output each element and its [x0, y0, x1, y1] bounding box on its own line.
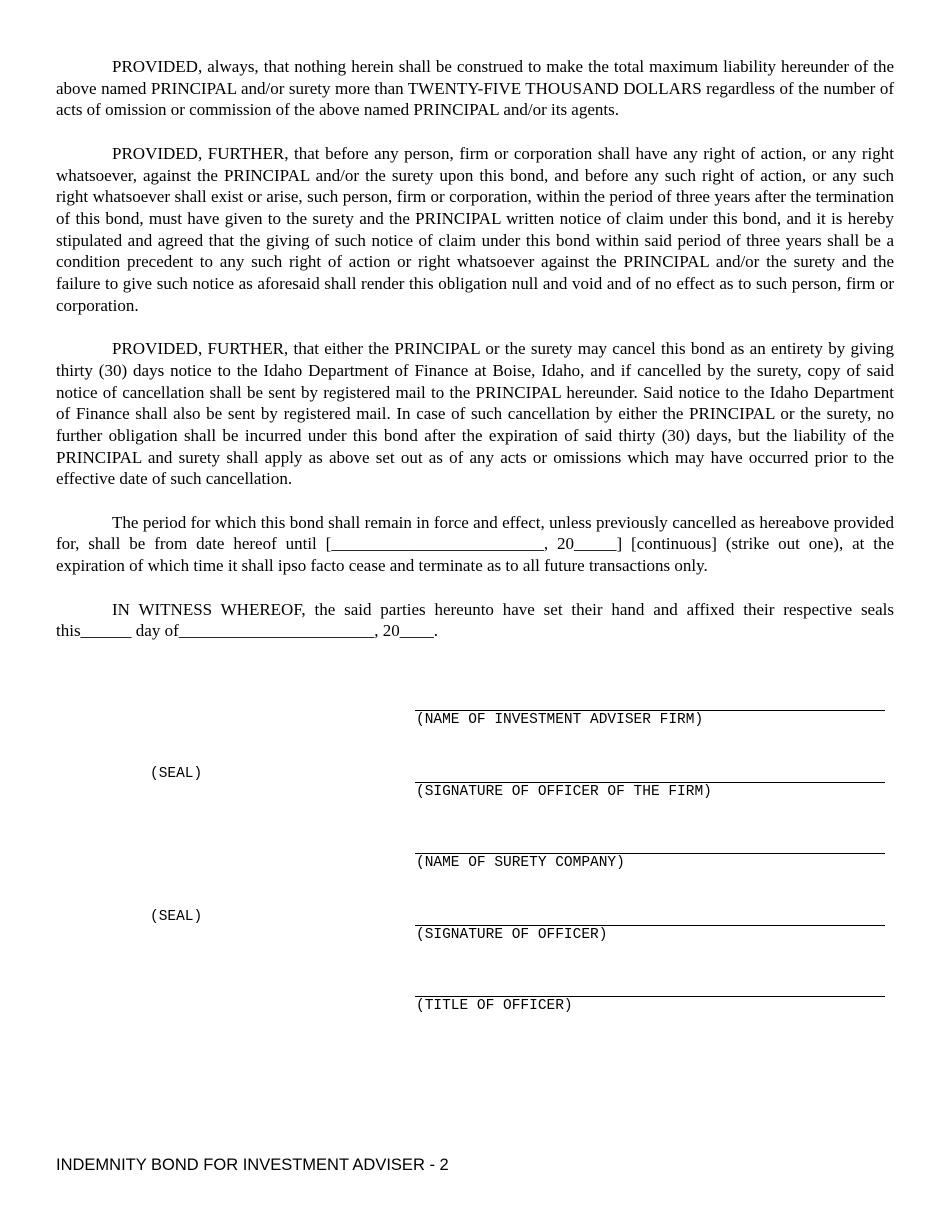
bond-period-paragraph: The period for which this bond shall remain in force and effect, unless previously cancelled as hereabove provided for, shall be from date hereof until [_________________________, 20_____] [continuous] (strike out one), at the expiration of which time it shall ipso facto cease and terminate as to all future transactions only. — [56, 512, 894, 576]
witness-paragraph: IN WITNESS WHEREOF, the said parties hereunto have set their hand and affixed their respective seals this______ day of_______________________, 20____. — [56, 599, 894, 641]
firm-name-caption: (NAME OF INVESTMENT ADVISER FIRM) — [416, 712, 704, 728]
page-footer: INDEMNITY BOND FOR INVESTMENT ADVISER - 2 — [56, 1156, 449, 1174]
liability-limit-paragraph: PROVIDED, always, that nothing herein shall be construed to make the total maximum liability hereunder of the above named PRINCIPAL and/or surety more than TWENTY-FIVE THOUSAND DOLLARS regardless of the number of acts of omission or commission of the above named PRINCIPAL and/or its agents. — [56, 57, 894, 120]
surety-name-caption: (NAME OF SURETY COMPANY) — [416, 855, 625, 871]
cancellation-paragraph: PROVIDED, FURTHER, that either the PRINCIPAL or the surety may cancel this bond as an entirety by giving thirty (30) days notice to the Idaho Department of Finance at Boise, Idaho, and if cancelled by the surety, copy of said notice of cancellation shall be sent by registered mail to the PRINCIPAL hereunder. Said notice to the Idaho Department of Finance shall also be sent by registered mail. In case of such cancellation by either the PRINCIPAL or the surety, no further obligation shall be incurred under this bond after the expiration of said thirty (30) days, but the liability of the PRINCIPAL and surety shall apply as above set out as of any acts or omissions which may have occurred prior to the effective date of such cancellation. — [56, 339, 894, 489]
officer-title-caption: (TITLE OF OFFICER) — [416, 998, 573, 1014]
bond-body — [56, 56, 894, 664]
surety-officer-caption: (SIGNATURE OF OFFICER) — [416, 927, 608, 943]
seal-label-firm: (SEAL) — [150, 766, 203, 782]
notice-of-claim-paragraph: PROVIDED, FURTHER, that before any person, firm or corporation shall have any right of action, or any right whatsoever, against the PRINCIPAL and/or the surety upon this bond, and before any such right of action, or any such right whatsoever shall exist or arise, such person, firm or corporation, within the period of three years after the termination of this bond, must have given to the surety and the PRINCIPAL written notice of claim under this bond, and it is hereby stipulated and agreed that the giving of such notice of claim under this bond within said period of three years shall be a condition precedent to any such right of action or right whatsoever against the PRINCIPAL and/or the surety and the failure to give such notice as aforesaid shall render this obligation null and void and of no effect as to such person, firm or corporation. — [56, 143, 894, 315]
firm-officer-caption: (SIGNATURE OF OFFICER OF THE FIRM) — [416, 784, 712, 800]
seal-label-surety: (SEAL) — [150, 909, 203, 925]
